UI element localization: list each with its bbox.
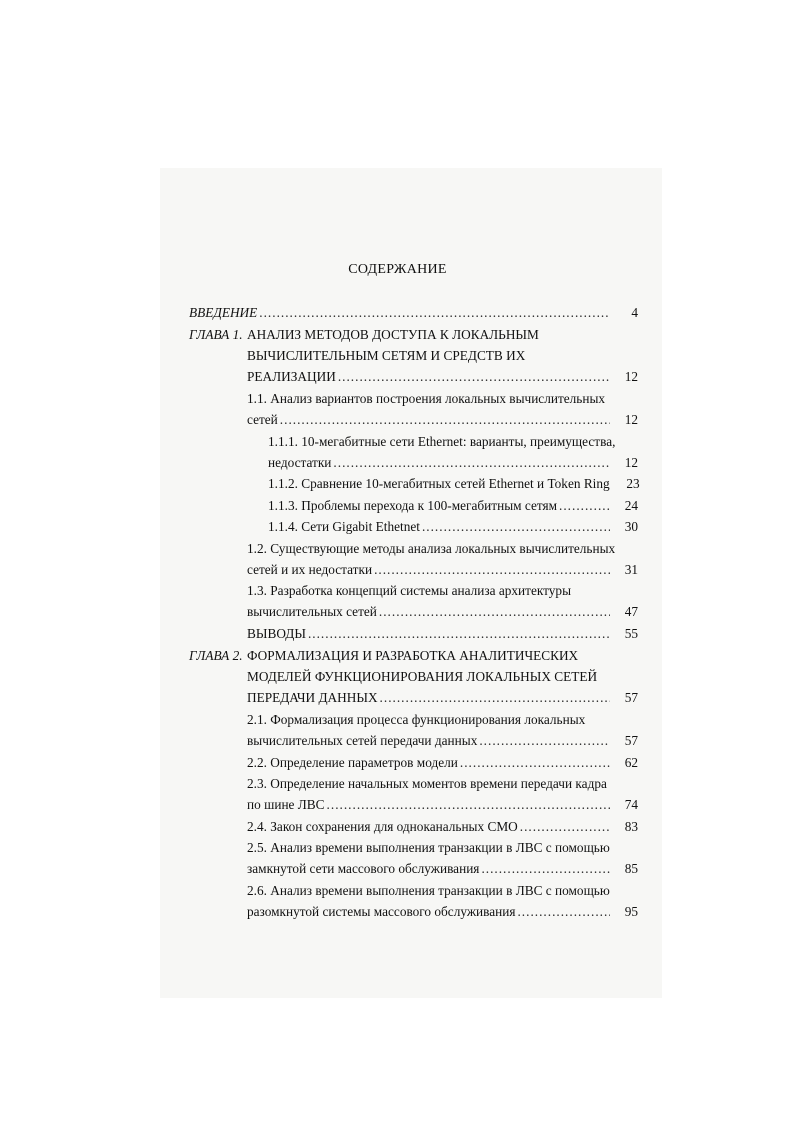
toc-entry-line: 1.2. Существующие методы анализа локальных вычислительных: [247, 541, 616, 556]
toc-entry-intro: [189, 305, 638, 321]
toc-entry-1-1-4: [268, 519, 638, 535]
leader-dots: [379, 604, 610, 620]
page-number: 30: [624, 519, 638, 534]
leader-dots: [380, 690, 610, 706]
page-number: 55: [624, 626, 638, 641]
toc-entry-chapter-1: [247, 369, 638, 385]
toc-entry-text: недостатки: [268, 455, 332, 470]
toc-entry-1-2: [247, 562, 638, 578]
page-number: 85: [624, 861, 638, 876]
toc-entry-text: 2.2. Определение параметров модели: [247, 755, 458, 770]
toc-entry-2-2: [247, 755, 638, 771]
page-number: 74: [624, 797, 638, 812]
leader-dots: [422, 519, 610, 535]
page-number: 31: [624, 562, 638, 577]
toc-entry-chapter-2: [247, 690, 638, 706]
leader-dots: [280, 412, 610, 428]
leader-dots: [338, 369, 610, 385]
page-number: 4: [631, 305, 638, 320]
toc-entry-text: 1.1.4. Сети Gigabit Ethetnet: [268, 519, 420, 534]
toc-entry-text: вычислительных сетей передачи данных: [247, 733, 478, 748]
toc-entry-text: 1.1.3. Проблемы перехода к 100-мегабитным сетям: [268, 498, 558, 513]
toc-entry-2-4: [247, 819, 638, 835]
leader-dots: [259, 305, 610, 321]
toc-entry-1-1-1: [268, 455, 638, 471]
leader-dots: [520, 819, 610, 835]
leader-dots: [460, 755, 610, 771]
toc-entry-2-1: [247, 733, 638, 749]
toc-entry-text: ПЕРЕДАЧИ ДАННЫХ: [247, 690, 378, 705]
chapter-title-line: ФОРМАЛИЗАЦИЯ И РАЗРАБОТКА АНАЛИТИЧЕСКИХ: [247, 648, 579, 663]
page-number: 12: [624, 455, 638, 470]
toc-entry-2-3: [247, 797, 638, 813]
chapter-label: ГЛАВА 2.: [189, 648, 243, 663]
leader-dots: [517, 904, 610, 920]
chapter-title-line: МОДЕЛЕЙ ФУНКЦИОНИРОВАНИЯ ЛОКАЛЬНЫХ СЕТЕЙ: [247, 669, 598, 684]
page-number: 57: [624, 690, 638, 705]
leader-dots: [479, 733, 610, 749]
leader-dots: [327, 797, 610, 813]
leader-dots: [333, 455, 610, 471]
toc-entry-conclusions: [247, 626, 638, 642]
leader-dots: [559, 498, 610, 514]
toc-entry-line: 2.1. Формализация процесса функционирования локальных: [247, 712, 586, 727]
page-number: 12: [624, 369, 638, 384]
leader-dots: [481, 861, 610, 877]
page-number: 57: [624, 733, 638, 748]
toc-entry-line: 2.5. Анализ времени выполнения транзакции в ЛВС с помощью: [247, 840, 610, 855]
page-number: 47: [624, 604, 638, 619]
toc-entry-text: по шине ЛВС: [247, 797, 325, 812]
page-number: 23: [626, 476, 640, 491]
toc-entry-text: 2.4. Закон сохранения для одноканальных СМО: [247, 819, 518, 834]
toc-entry-text: вычислительных сетей: [247, 604, 377, 619]
toc-entry-text: РЕАЛИЗАЦИИ: [247, 369, 336, 384]
toc-entry-text: замкнутой сети массового обслуживания: [247, 861, 480, 876]
toc-entry-text: сетей и их недостатки: [247, 562, 373, 577]
chapter-label: ГЛАВА 1.: [189, 327, 243, 342]
page-number: 24: [624, 498, 638, 513]
toc-entry-text: разомкнутой системы массового обслуживания: [247, 904, 516, 919]
toc-entry-1-1-2: [268, 476, 638, 492]
toc-entry-line: 1.1. Анализ вариантов построения локальных вычислительных: [247, 391, 606, 406]
toc-entry-1-1-3: [268, 498, 638, 514]
page-number: 12: [624, 412, 638, 427]
leader-dots: [374, 562, 610, 578]
toc-entry-line: 2.3. Определение начальных моментов времени передачи кадра: [247, 776, 607, 791]
toc-entry-text: ВЫВОДЫ: [247, 626, 306, 641]
toc-entry-text: сетей: [247, 412, 278, 427]
chapter-title-line: АНАЛИЗ МЕТОДОВ ДОСТУПА К ЛОКАЛЬНЫМ: [247, 327, 539, 342]
toc-entry-2-6: [247, 904, 638, 920]
toc-entry-text: 1.1.2. Сравнение 10-мегабитных сетей Ethernet и Token Ring: [268, 476, 610, 491]
chapter-title-line: ВЫЧИСЛИТЕЛЬНЫМ СЕТЯМ И СРЕДСТВ ИХ: [247, 348, 526, 363]
toc-entry-2-5: [247, 861, 638, 877]
toc-entry-text: ВВЕДЕНИЕ: [189, 305, 258, 320]
leader-dots: [308, 626, 610, 642]
page-number: 62: [624, 755, 638, 770]
page-number: 83: [624, 819, 638, 834]
toc-entry-1-1: [247, 412, 638, 428]
toc-entry-line: 1.3. Разработка концепций системы анализа архитектуры: [247, 583, 572, 598]
toc-entry-1-3: [247, 604, 638, 620]
page-number: 95: [624, 904, 638, 919]
page-title: СОДЕРЖАНИЕ: [348, 262, 447, 277]
toc-entry-line: 1.1.1. 10-мегабитные сети Ethernet: варианты, преимущества,: [268, 434, 616, 449]
toc-entry-line: 2.6. Анализ времени выполнения транзакции в ЛВС с помощью: [247, 883, 610, 898]
